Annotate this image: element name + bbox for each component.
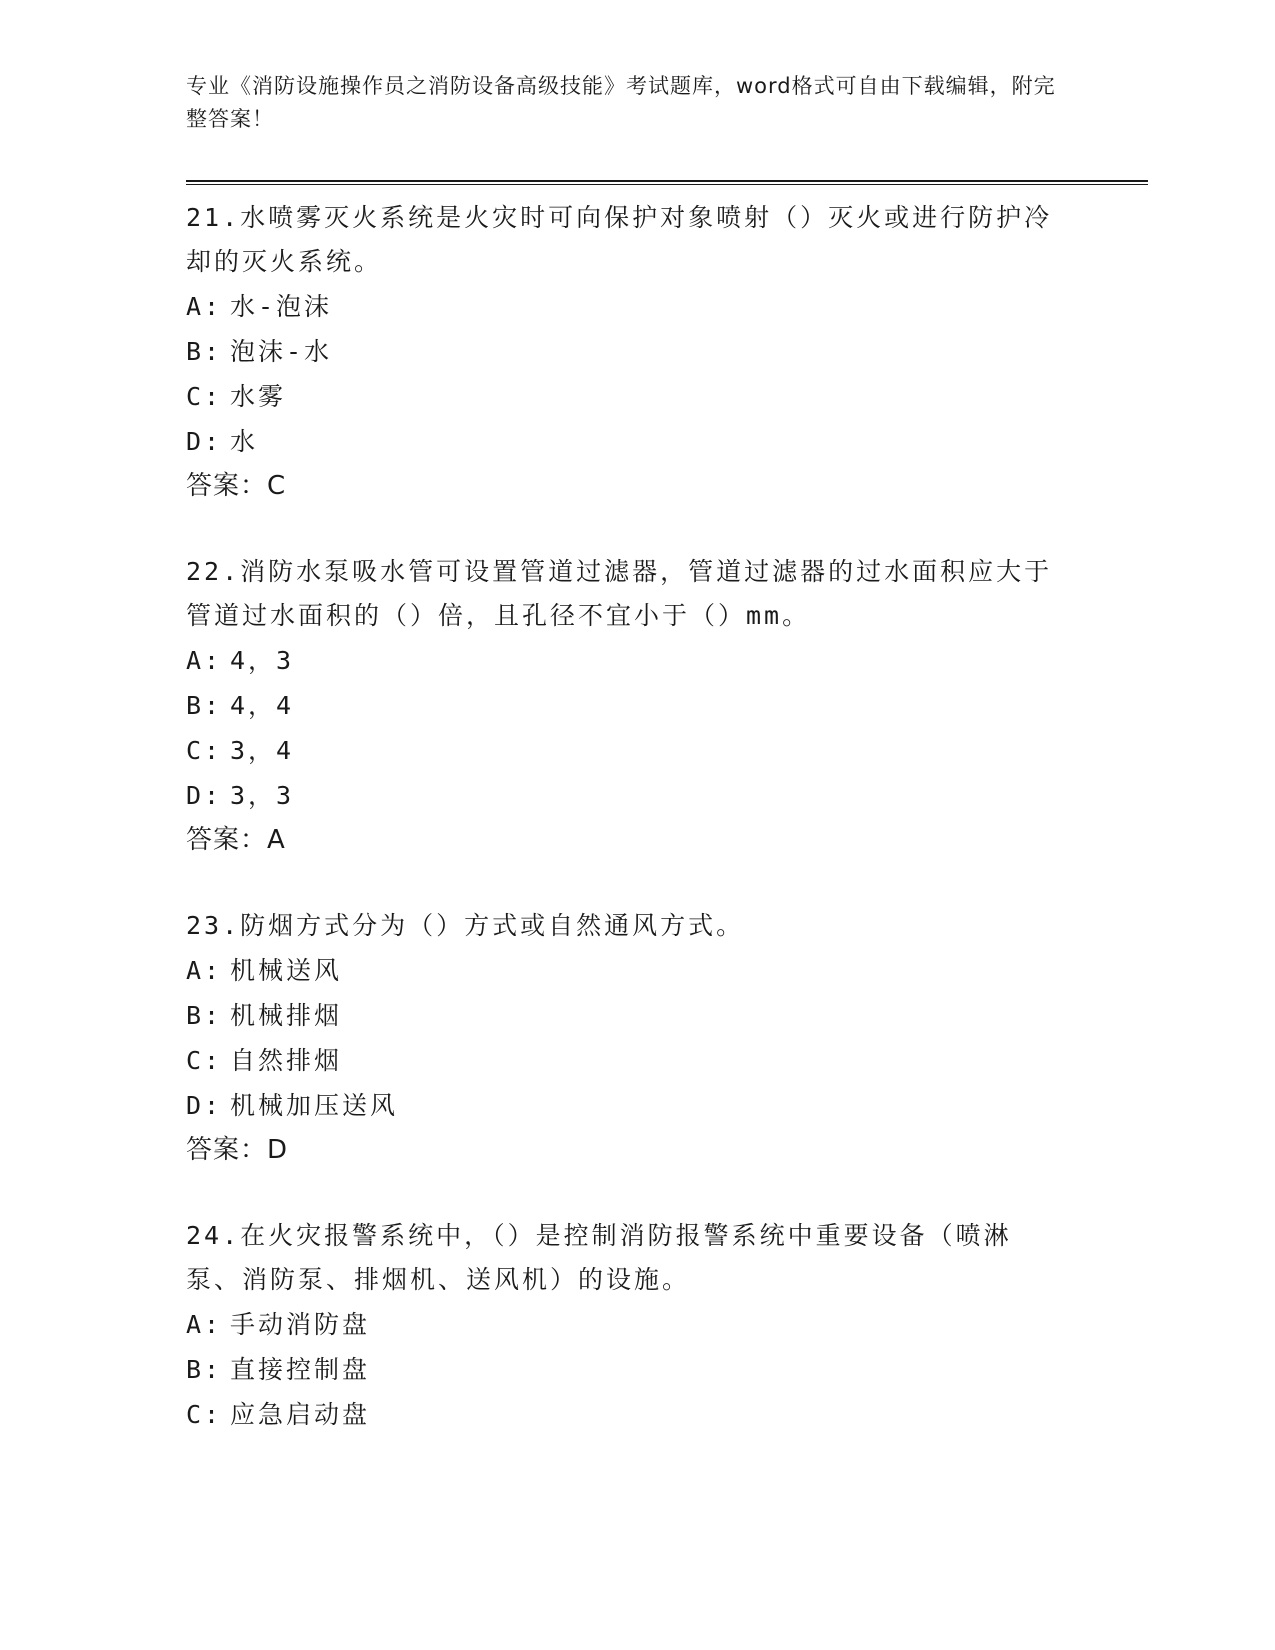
question-21: [186, 196, 1146, 509]
answer-label: 答案：: [186, 1135, 268, 1165]
option-key: B:: [186, 1001, 223, 1030]
answer-value: D: [267, 1135, 289, 1165]
option-text: 水: [230, 427, 259, 456]
option-key: D:: [186, 427, 223, 456]
option-key: C:: [186, 736, 223, 765]
option-b: [186, 1347, 1146, 1392]
option-text: 水雾: [230, 382, 287, 411]
question-24: [186, 1214, 1146, 1437]
option-key: A:: [186, 956, 223, 985]
answer-line: [186, 818, 1146, 863]
option-a: [186, 284, 1146, 329]
question-22: [186, 550, 1146, 863]
answer-line: [186, 1128, 1146, 1173]
answer-label: 答案：: [186, 825, 268, 855]
option-text: 机械加压送风: [230, 1091, 399, 1120]
option-d: [186, 1083, 1146, 1128]
option-key: D:: [186, 1091, 223, 1120]
option-text: 直接控制盘: [230, 1355, 371, 1384]
option-key: A:: [186, 292, 223, 321]
answer-label: 答案：: [186, 471, 268, 501]
question-stem: 22.消防水泵吸水管可设置管道过滤器，管道过滤器的过水面积应大于管道过水面积的（）倍，且孔径不宜小于（）mm。: [186, 557, 1053, 630]
option-b: [186, 683, 1146, 728]
option-key: A:: [186, 646, 223, 675]
question-23: [186, 904, 1146, 1173]
option-text: 3，3: [230, 781, 295, 810]
option-b: [186, 329, 1146, 374]
header-divider: [186, 180, 1148, 185]
document-intro: 专业《消防设施操作员之消防设备高级技能》考试题库，word格式可自由下载编辑，附完整答案！: [186, 74, 1056, 131]
answer-value: A: [267, 825, 286, 855]
document-page: [186, 70, 1146, 1437]
answer-value: C: [267, 471, 287, 501]
option-a: [186, 1302, 1146, 1347]
option-key: A:: [186, 1310, 223, 1339]
option-d: [186, 773, 1146, 818]
option-text: 机械送风: [230, 956, 343, 985]
option-text: 4，3: [230, 646, 295, 675]
option-b: [186, 993, 1146, 1038]
option-d: [186, 419, 1146, 464]
option-key: B:: [186, 1355, 223, 1384]
option-text: 应急启动盘: [230, 1400, 371, 1429]
answer-line: [186, 464, 1146, 509]
question-stem: 21.水喷雾灭火系统是火灾时可向保护对象喷射（）灭火或进行防护冷却的灭火系统。: [186, 203, 1053, 276]
option-c: [186, 728, 1146, 773]
option-key: B:: [186, 691, 223, 720]
option-c: [186, 374, 1146, 419]
option-c: [186, 1038, 1146, 1083]
option-a: [186, 948, 1146, 993]
option-c: [186, 1392, 1146, 1437]
option-text: 自然排烟: [230, 1046, 343, 1075]
option-text: 4，4: [230, 691, 295, 720]
option-text: 水-泡沫: [230, 292, 333, 321]
option-text: 手动消防盘: [230, 1310, 371, 1339]
option-key: B:: [186, 337, 223, 366]
question-stem: 23.防烟方式分为（）方式或自然通风方式。: [186, 911, 745, 940]
option-text: 机械排烟: [230, 1001, 343, 1030]
option-text: 3，4: [230, 736, 295, 765]
option-key: C:: [186, 382, 223, 411]
option-text: 泡沫-水: [230, 337, 333, 366]
option-key: C:: [186, 1400, 223, 1429]
option-key: D:: [186, 781, 223, 810]
option-key: C:: [186, 1046, 223, 1075]
question-stem: 24.在火灾报警系统中，（）是控制消防报警系统中重要设备（喷淋泵、消防泵、排烟机、送风机）的设施。: [186, 1221, 1012, 1294]
option-a: [186, 638, 1146, 683]
